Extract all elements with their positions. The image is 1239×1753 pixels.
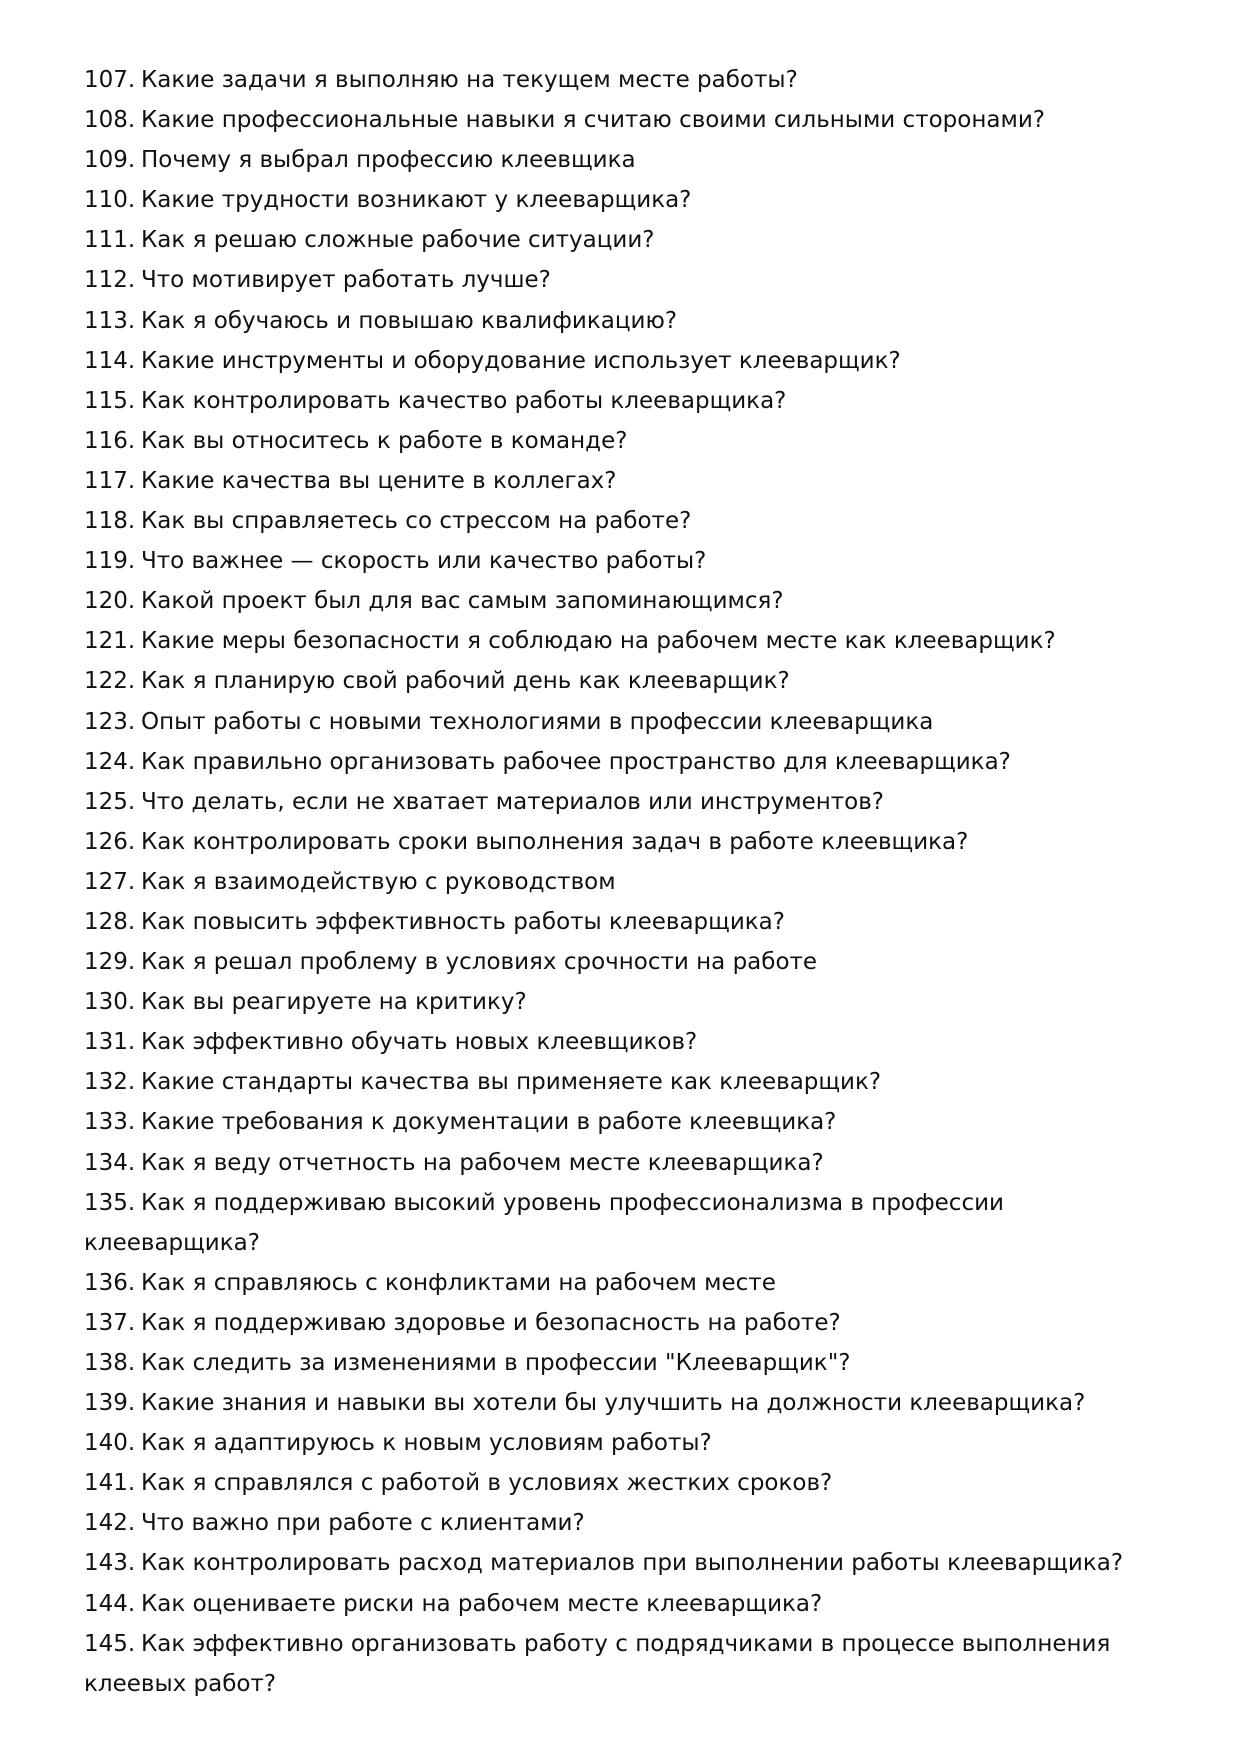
question-item	[84, 1022, 1164, 1062]
question-item	[84, 100, 1164, 140]
question-item	[84, 1062, 1164, 1102]
question-item	[84, 381, 1164, 421]
question-number: 118.	[84, 508, 136, 535]
question-number: 113.	[84, 307, 136, 334]
question-number: 137.	[84, 1309, 136, 1336]
question-text: Как оцениваете риски на рабочем месте клееварщика?	[140, 1590, 823, 1617]
question-item	[84, 1303, 1164, 1343]
question-list	[84, 60, 1164, 1704]
question-item	[84, 341, 1164, 381]
question-text: Как контролировать качество работы клееварщика?	[140, 387, 787, 414]
question-text: Как я решал проблему в условиях срочности на работе	[140, 949, 818, 976]
question-number: 140.	[84, 1430, 136, 1457]
question-number: 144.	[84, 1590, 136, 1617]
question-item	[84, 942, 1164, 982]
question-text: Как я веду отчетность на рабочем месте клееварщика?	[140, 1149, 824, 1176]
question-item	[84, 1143, 1164, 1183]
question-item	[84, 1543, 1164, 1583]
question-number: 117.	[84, 467, 136, 494]
question-text: Как эффективно организовать работу с подрядчиками в процессе выполнения клеевых работ?	[84, 1630, 1111, 1697]
question-item	[84, 1624, 1164, 1704]
question-number: 143.	[84, 1550, 136, 1577]
question-number: 108.	[84, 107, 136, 134]
question-number: 129.	[84, 949, 136, 976]
question-number: 134.	[84, 1149, 136, 1176]
question-text: Как я адаптируюсь к новым условиям работы?	[140, 1430, 712, 1457]
question-item	[84, 661, 1164, 701]
question-item	[84, 461, 1164, 501]
question-text: Как вы реагируете на критику?	[140, 989, 527, 1016]
question-text: Как я справляюсь с конфликтами на рабочем месте	[140, 1269, 776, 1296]
question-number: 112.	[84, 267, 136, 294]
question-item	[84, 421, 1164, 461]
question-item	[84, 1183, 1164, 1263]
question-number: 116.	[84, 427, 136, 454]
question-item	[84, 782, 1164, 822]
question-item	[84, 541, 1164, 581]
question-item	[84, 982, 1164, 1022]
question-item	[84, 581, 1164, 621]
question-text: Какие стандарты качества вы применяете как клееварщик?	[140, 1069, 882, 1096]
question-number: 111.	[84, 227, 136, 254]
question-item	[84, 260, 1164, 300]
question-item	[84, 301, 1164, 341]
question-item	[84, 742, 1164, 782]
question-number: 141.	[84, 1470, 136, 1497]
question-item	[84, 1263, 1164, 1303]
question-number: 110.	[84, 187, 136, 214]
question-text: Что мотивирует работать лучше?	[140, 267, 551, 294]
question-text: Какие инструменты и оборудование использует клееварщик?	[140, 347, 901, 374]
question-number: 122.	[84, 668, 136, 695]
question-text: Как вы справляетесь со стрессом на работе?	[140, 508, 692, 535]
question-number: 115.	[84, 387, 136, 414]
question-item	[84, 1503, 1164, 1543]
question-text: Как эффективно обучать новых клеевщиков?	[140, 1029, 698, 1056]
question-number: 136.	[84, 1269, 136, 1296]
question-text: Как я поддерживаю высокий уровень профессионализма в профессии клееварщика?	[84, 1189, 1004, 1256]
question-item	[84, 1584, 1164, 1624]
question-item	[84, 220, 1164, 260]
question-text: Какие требования к документации в работе клеевщика?	[140, 1109, 837, 1136]
question-item	[84, 140, 1164, 180]
question-text: Как правильно организовать рабочее пространство для клееварщика?	[140, 748, 1011, 775]
question-text: Что делать, если не хватает материалов или инструментов?	[140, 788, 884, 815]
question-text: Какие задачи я выполняю на текущем месте работы?	[140, 67, 798, 93]
question-number: 109.	[84, 147, 136, 174]
question-number: 127.	[84, 868, 136, 895]
question-text: Как повысить эффективность работы клееварщика?	[140, 908, 785, 935]
question-text: Как я решаю сложные рабочие ситуации?	[140, 227, 655, 254]
question-number: 125.	[84, 788, 136, 815]
question-number: 130.	[84, 989, 136, 1016]
question-item	[84, 862, 1164, 902]
question-item	[84, 822, 1164, 862]
question-number: 142.	[84, 1510, 136, 1537]
question-text: Какие меры безопасности я соблюдаю на рабочем месте как клееварщик?	[140, 628, 1056, 655]
question-text: Какой проект был для вас самым запоминающимся?	[140, 588, 784, 615]
question-item	[84, 1463, 1164, 1503]
question-number: 139.	[84, 1390, 136, 1417]
question-item	[84, 702, 1164, 742]
question-text: Как вы относитесь к работе в команде?	[140, 427, 628, 454]
question-number: 131.	[84, 1029, 136, 1056]
question-text: Как я поддерживаю здоровье и безопасность на работе?	[140, 1309, 841, 1336]
question-text: Как контролировать сроки выполнения задач в работе клеевщика?	[140, 828, 969, 855]
question-number: 107.	[84, 67, 136, 93]
question-text: Какие профессиональные навыки я считаю своими сильными сторонами?	[140, 107, 1045, 134]
question-item	[84, 60, 1164, 100]
question-number: 121.	[84, 628, 136, 655]
question-text: Почему я выбрал профессию клеевщика	[140, 147, 636, 174]
question-number: 138.	[84, 1350, 136, 1376]
question-number: 124.	[84, 748, 136, 775]
question-item	[84, 1383, 1164, 1423]
question-number: 126.	[84, 828, 136, 855]
question-number: 133.	[84, 1109, 136, 1136]
question-number: 132.	[84, 1069, 136, 1096]
question-text: Как контролировать расход материалов при выполнении работы клееварщика?	[140, 1550, 1124, 1577]
question-item	[84, 1343, 1164, 1383]
question-text: Какие качества вы цените в коллегах?	[140, 467, 617, 494]
question-number: 135.	[84, 1189, 136, 1216]
question-item	[84, 180, 1164, 220]
question-text: Что важнее — скорость или качество работы?	[140, 548, 707, 575]
question-item	[84, 1102, 1164, 1142]
question-text: Как следить за изменениями в профессии "Клееварщик"?	[140, 1350, 851, 1376]
question-number: 120.	[84, 588, 136, 615]
question-item	[84, 902, 1164, 942]
question-text: Какие знания и навыки вы хотели бы улучшить на должности клееварщика?	[140, 1390, 1086, 1417]
question-text: Как я обучаюсь и повышаю квалификацию?	[140, 307, 678, 334]
question-text: Как я планирую свой рабочий день как клееварщик?	[140, 668, 790, 695]
question-text: Как я взаимодействую с руководством	[140, 868, 616, 895]
question-item	[84, 1423, 1164, 1463]
question-number: 114.	[84, 347, 136, 374]
question-text: Как я справлялся с работой в условиях жестких сроков?	[140, 1470, 833, 1497]
question-number: 123.	[84, 708, 136, 735]
question-text: Какие трудности возникают у клееварщика?	[140, 187, 692, 214]
question-item	[84, 501, 1164, 541]
question-text: Что важно при работе с клиентами?	[140, 1510, 585, 1537]
question-text: Опыт работы с новыми технологиями в профессии клееварщика	[140, 708, 934, 735]
question-number: 145.	[84, 1630, 136, 1657]
question-item	[84, 621, 1164, 661]
question-number: 119.	[84, 548, 136, 575]
question-number: 128.	[84, 908, 136, 935]
